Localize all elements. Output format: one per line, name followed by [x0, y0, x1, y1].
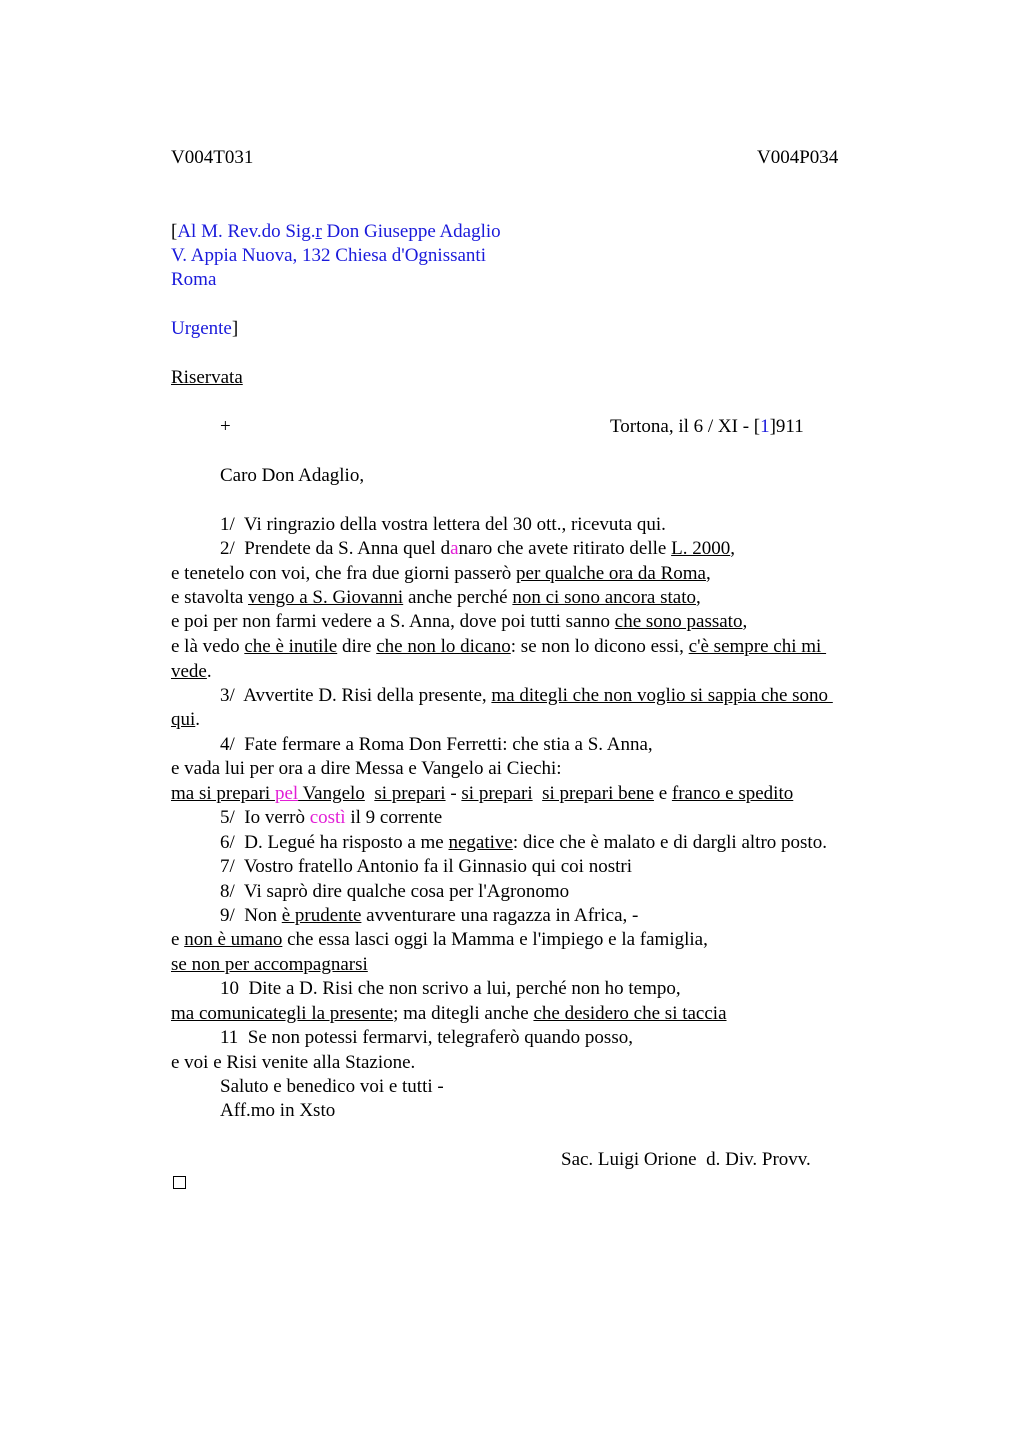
recipient-title-superscript: r: [315, 221, 322, 242]
urgent-note: [171, 317, 238, 341]
body-line-23: e voi e Risi venite alla Stazione.: [171, 1052, 416, 1073]
underlined-text: L. 2000: [671, 538, 731, 559]
body-line-3: [171, 562, 711, 586]
body-line-14: [220, 831, 827, 855]
body-line-16: 8/ Vi saprò dire qualche cosa per l'Agronomo: [220, 881, 570, 902]
text-run: 6/ D. Legué ha risposto a me: [220, 832, 449, 853]
body-line-10: 4/ Fate fermare a Roma Don Ferretti: che stia a S. Anna,: [220, 734, 653, 755]
recipient-name: Don Giuseppe Adaglio: [321, 221, 501, 242]
body-line-12: [171, 782, 793, 806]
corrected-word: pel: [274, 783, 299, 804]
text-run: ; ma ditegli anche: [393, 1003, 534, 1024]
underlined-text: che sono passato: [614, 611, 743, 632]
body-line-2: [220, 537, 735, 561]
body-line-5: [171, 610, 747, 634]
text-run: -: [445, 783, 462, 804]
urgent-label: Urgente: [171, 318, 232, 339]
underlined-text: Vangelo: [298, 783, 365, 804]
underlined-text: per qualche ora da Roma: [516, 563, 706, 584]
underlined-text: ma comunicategli la presente: [171, 1003, 394, 1024]
underlined-text: franco e spedito: [671, 783, 794, 804]
text-run: il 9 corrente: [345, 807, 443, 828]
address-line-1: [171, 220, 501, 244]
signature: Sac. Luigi Orione d. Div. Provv.: [561, 1149, 811, 1170]
body-line-7: [171, 660, 212, 684]
text-run: [533, 783, 543, 804]
body-line-19: se non per accompagnarsi: [171, 954, 368, 975]
closing-formula: Aff.mo in Xsto: [220, 1100, 336, 1121]
text-run: e là vedo: [171, 636, 245, 657]
body-line-9: [171, 708, 200, 732]
underlined-text: non è umano: [184, 929, 283, 950]
text-run: e tenetelo con voi, che fra due giorni passerò: [171, 563, 517, 584]
text-run: ,: [696, 587, 701, 608]
underlined-text: che è inutile: [244, 636, 338, 657]
text-run: dire: [337, 636, 377, 657]
body-line-1: 1/ Vi ringrazio della vostra lettera del 30 ott., ricevuta qui.: [220, 514, 666, 535]
date-suffix: ]911: [769, 416, 804, 437]
text-run: e: [653, 783, 672, 804]
body-line-18: [171, 928, 708, 952]
text-run: e stavolta: [171, 587, 249, 608]
address-line-2: V. Appia Nuova, 132 Chiesa d'Ognissanti: [171, 245, 486, 266]
body-line-13: [220, 806, 442, 830]
text-run: ,: [705, 563, 711, 584]
underlined-text: ma ditegli che non voglio si sappia che sono: [491, 685, 833, 706]
text-run: : se non lo dicono essi,: [510, 636, 689, 657]
address-line-3: Roma: [171, 269, 217, 290]
recipient-title: Al M. Rev.do Sig.: [177, 221, 316, 242]
underlined-text: vede: [171, 661, 207, 682]
underlined-text: vengo a S. Giovanni: [248, 587, 404, 608]
salutation: Caro Don Adaglio,: [220, 465, 365, 486]
reserved-label: Riservata: [171, 367, 243, 388]
body-line-6: [171, 635, 826, 659]
underlined-text: negative: [448, 832, 513, 853]
underlined-text: qui: [171, 709, 196, 730]
text-run: e: [171, 929, 185, 950]
text-run: 9/ Non: [220, 905, 282, 926]
corrected-word: costì: [309, 807, 346, 828]
text-run: avventurare una ragazza in Africa, -: [361, 905, 639, 926]
text-run: naro che avete ritirato delle: [458, 538, 672, 559]
text-run: che essa lasci oggi la Mamma e l'impiego e la famiglia,: [282, 929, 708, 950]
body-line-15: 7/ Vostro fratello Antonio fa il Ginnasio qui coi nostri: [220, 856, 632, 877]
document-code-right: V004P034: [757, 147, 839, 168]
date-prefix: Tortona, il 6 / XI - [: [610, 416, 761, 437]
bracket-close: ]: [231, 318, 239, 339]
underlined-text: si prepari bene: [542, 783, 654, 804]
bracket-open: [: [171, 221, 178, 242]
text-run: [365, 783, 375, 804]
body-line-20: 10 Dite a D. Risi che non scrivo a lui, perché non ho tempo,: [220, 978, 681, 999]
body-line-17: [220, 904, 638, 928]
underlined-text: si prepari: [461, 783, 533, 804]
text-run: 2/ Prendete da S. Anna quel d: [220, 538, 451, 559]
body-line-21: [171, 1002, 727, 1026]
body-line-8: [220, 684, 833, 708]
text-run: e poi per non farmi vedere a S. Anna, dove poi tutti sanno: [171, 611, 615, 632]
text-run: 5/ Io verrò: [220, 807, 310, 828]
document-code-left: V004T031: [171, 147, 254, 168]
cross-mark: +: [220, 416, 231, 437]
text-run: .: [206, 661, 212, 682]
closing-greeting: Saluto e benedico voi e tutti -: [220, 1076, 444, 1097]
date-restored-digit: 1: [760, 416, 770, 437]
text-run: 3/ Avvertite D. Risi della presente,: [220, 685, 492, 706]
underlined-text: si prepari: [374, 783, 446, 804]
corrected-letter: a: [450, 538, 459, 559]
text-run: ,: [730, 538, 735, 559]
text-run: anche perché: [403, 587, 513, 608]
text-run: ,: [742, 611, 748, 632]
text-run: .: [195, 709, 201, 730]
underlined-text: c'è sempre chi mi: [688, 636, 827, 657]
text-run: : dice che è malato e di dargli altro posto.: [512, 832, 827, 853]
underlined-text: ma si prepari: [171, 783, 275, 804]
body-line-22: 11 Se non potessi fermarvi, telegraferò quando posso,: [220, 1027, 633, 1048]
underlined-text: che non lo dicano: [376, 636, 511, 657]
end-mark-icon: [173, 1176, 186, 1189]
underlined-text: non ci sono ancora stato: [512, 587, 696, 608]
underlined-text: che desidero che si taccia: [533, 1003, 727, 1024]
place-date: [610, 415, 804, 439]
body-line-11: e vada lui per ora a dire Messa e Vangelo ai Ciechi:: [171, 758, 562, 779]
underlined-text: è prudente: [281, 905, 362, 926]
body-line-4: [171, 586, 701, 610]
